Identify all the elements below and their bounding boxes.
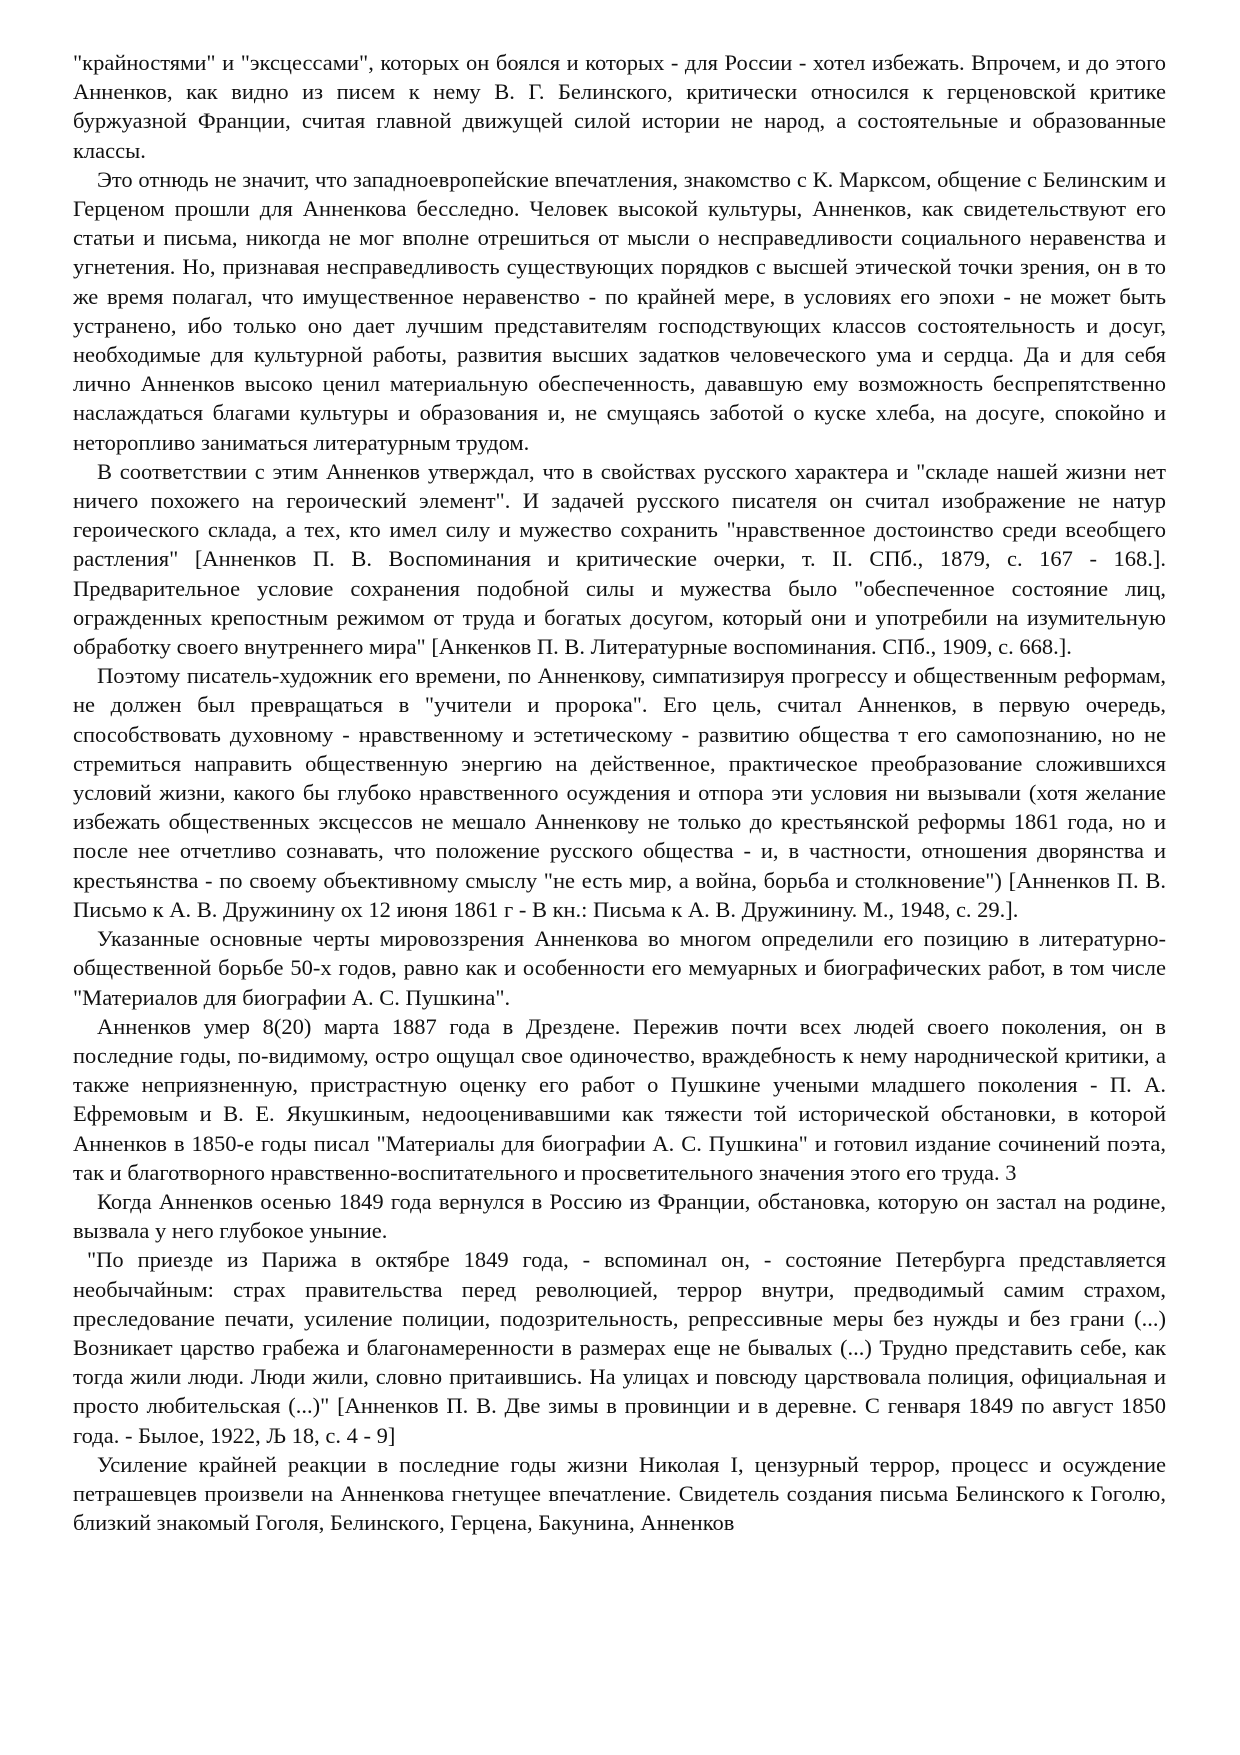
document-page bbox=[73, 48, 1166, 1738]
paragraph-5: Указанные основные черты мировоззрения Анненкова во многом определили его позицию в литературно-общественной борьбе 50-х годов, равно как и особенности его мемуарных и биографических работ, в том числе "Материалов для биографии А. С. Пушкина". bbox=[73, 926, 1166, 1010]
paragraph-3: В соответствии с этим Анненков утверждал, что в свойствах русского характера и "складе нашей жизни нет ничего похожего на героический элемент". И задачей русского писателя он считал изображение не натур героического склада, а тех, кто имел силу и мужество сохранить "нравственное достоинство среди всеобщего растления" [Анненков П. В. Воспоминания и критические очерки, т. II. СПб., 1879, с. 167 - 168.]. Предварительное условие сохранения подобной силы и мужества было "обеспеченное состояние лиц, огражденных крепостным режимом от труда и богатых досугом, который они и употребили на изумительную обработку своего внутреннего мира" [Анкенков П. В. Литературные воспоминания. СПб., 1909, с. 668.]. bbox=[73, 458, 1166, 660]
paragraph-7: Когда Анненков осенью 1849 года вернулся в Россию из Франции, обстановка, которую он застал на родине, вызвала у него глубокое уныние. bbox=[73, 1188, 1166, 1244]
paragraph-9: Усиление крайней реакции в последние годы жизни Николая I, цензурный террор, процесс и осуждение петрашевцев произвели на Анненкова гнетущее впечатление. Свидетель создания письма Белинского к Гоголю, близкий знакомый Гоголя, Белинского, Герцена, Бакунина, Анненков bbox=[73, 1451, 1166, 1536]
quotation-paragraph: "По приезде из Парижа в октябре 1849 года, - вспоминал он, - состояние Петербурга представляется необычайным: страх правительства перед революцией, террор внутри, предводимый самим страхом, преследование печати, усиление полиции, подозрительность, репрессивные меры без нужды и без грани (...) Возникает царство грабежа и благонамеренности в размерах еще не бывалых (...) Трудно представить себе, как тогда жили люди. Люди жили, словно притаившись. На улицах и повсюду царствовала полиция, официальная и просто любительская (...)" [Анненков П. В. Две зимы в провинции и в деревне. С генваря 1849 по август 1850 года. - Былое, 1922, Љ 18, с. 4 - 9] bbox=[73, 1247, 1166, 1448]
paragraph-6: Анненков умер 8(20) марта 1887 года в Дрездене. Пережив почти всех людей своего поколения, он в последние годы, по-видимому, остро ощущал свое одиночество, враждебность к нему народнической критики, а также неприязненную, пристрастную оценку его работ о Пушкине учеными младшего поколения - П. А. Ефремовым и В. Е. Якушкиным, недооценивавшими как тяжести той исторической обстановки, в которой Анненков в 1850-е годы писал "Материалы для биографии А. С. Пушкина" и готовил издание сочинений поэта, так и благотворного нравственно-воспитательного и просветительного значения этого его труда. 3 bbox=[73, 1013, 1166, 1185]
paragraph-4: Поэтому писатель-художник его времени, по Анненкову, симпатизируя прогрессу и общественным реформам, не должен был превращаться в "учители и пророка". Его цель, считал Анненков, в первую очередь, способствовать духовному - нравственному и эстетическому - развитию общества т его самопознанию, но не стремиться направить общественную энергию на действенное, практическое преобразование сложившихся условий жизни, какого бы глубоко нравственного осуждения и отпора эти условия ни вызывали (хотя желание избежать общественных эксцессов не мешало Анненкову не только до крестьянской реформы 1861 года, но и после нее отчетливо сознавать, что положение русского общества - и, в частности, отношения дворянства и крестьянства - по своему объективному смыслу "не есть мир, а война, борьба и столкновение") [Анненков П. В. Письмо к А. В. Дружинину ох 12 июня 1861 г - В кн.: Письма к А. В. Дружинину. М., 1948, с. 29.]. bbox=[73, 663, 1166, 922]
paragraph-2: Это отнюдь не значит, что западноевропейские впечатления, знакомство с К. Марксом, общение с Белинским и Герценом прошли для Анненкова бесследно. Человек высокой культуры, Анненков, как свидетельствуют его статьи и письма, никогда не мог вполне отрешиться от мысли о несправедливости социального неравенства и угнетения. Но, признавая несправедливость существующих порядков с высшей этической точки зрения, он в то же время полагал, что имущественное неравенство - по крайней мере, в условиях его эпохи - не может быть устранено, ибо только оно дает лучшим представителям господствующих классов состоятельность и досуг, необходимые для культурной работы, развития высших задатков человеческого ума и сердца. Да и для себя лично Анненков высоко ценил материальную обеспеченность, дававшую ему возможность беспрепятственно наслаждаться благами культуры и образования и, не смущаясь заботой о куске хлеба, на досуге, спокойно и неторопливо заниматься литературным трудом. bbox=[73, 166, 1166, 455]
paragraph-1: "крайностями" и "эксцессами", которых он боялся и которых - для России - хотел избежать. Впрочем, и до этого Анненков, как видно из писем к нему В. Г. Белинского, критически относился к герценовской критике буржуазной Франции, считая главной движущей силой истории не народ, а состоятельные и образованные классы. bbox=[73, 50, 1166, 163]
